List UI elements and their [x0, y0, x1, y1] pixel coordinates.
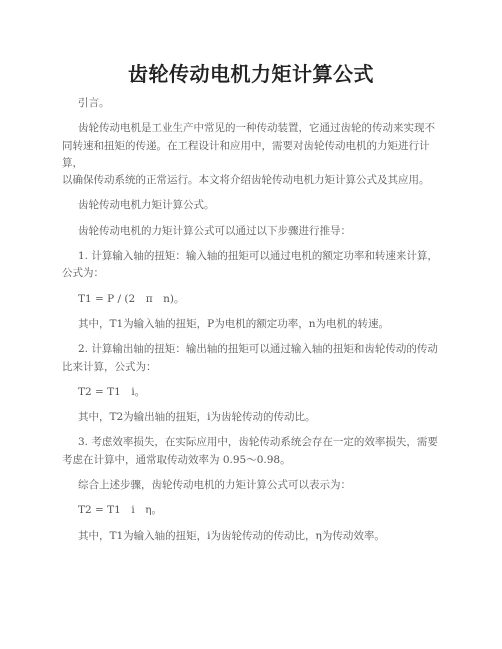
formula-t2: T2 = T1 i。	[78, 385, 146, 398]
paragraph-summary: 综合上述步骤，齿轮传动电机的力矩计算公式可以表示为：	[78, 479, 351, 492]
paragraph-derivation: 齿轮传动电机的力矩计算公式可以通过以下步骤进行推导：	[78, 224, 351, 237]
paragraph-line: 2. 计算输出轴的扭矩：输出轴的扭矩可以通过输入轴的扭矩和齿轮传动的传动	[78, 343, 438, 356]
section-heading: 齿轮传动电机力矩计算公式。	[78, 199, 215, 212]
paragraph-line: 齿轮传动电机是工业生产中常见的一种传动装置，它通过齿轮的传动来实现不	[78, 122, 435, 135]
paragraph-t1-explain: 其中，T1为输入轴的扭矩，P为电机的额定功率，n为电机的转速。	[78, 317, 390, 330]
paragraph-t2-explain: 其中，T2为输出轴的扭矩，i为齿轮传动的传动比。	[78, 411, 316, 424]
document-title: 齿轮传动电机力矩计算公式	[128, 62, 374, 86]
paragraph-line: 考虑在计算中，通常取传动效率为 0.95～0.98。	[62, 453, 291, 466]
paragraph-overview	[62, 120, 447, 189]
step-2	[62, 341, 447, 376]
paragraph-final-explain: 其中，T1为输入轴的扭矩，i为齿轮传动的传动比，η为传动效率。	[78, 529, 385, 542]
paragraph-line: 公式为：	[62, 267, 104, 280]
step-1	[62, 248, 447, 283]
formula-t1: T1 = P / (2 π n)。	[78, 292, 185, 305]
paragraph-intro: 引言。	[78, 97, 110, 109]
formula-final: T2 = T1 i η。	[78, 504, 162, 517]
paragraph-line: 3. 考虑效率损失，在实际应用中，齿轮传动系统会存在一定的效率损失，需要	[78, 436, 438, 449]
paragraph-line: 以确保传动系统的正常运行。本文将介绍齿轮传动电机力矩计算公式及其应用。	[62, 174, 430, 187]
paragraph-line: 比来计算，公式为：	[62, 360, 157, 373]
document-body	[62, 95, 447, 553]
paragraph-line: 1. 计算输入轴的扭矩：输入轴的扭矩可以通过电机的额定功率和转速来计算，	[78, 250, 438, 263]
paragraph-line: 同转速和扭矩的传递。在工程设计和应用中，需要对齿轮传动电机的力矩进行计算，	[62, 139, 430, 169]
step-3	[62, 434, 447, 469]
